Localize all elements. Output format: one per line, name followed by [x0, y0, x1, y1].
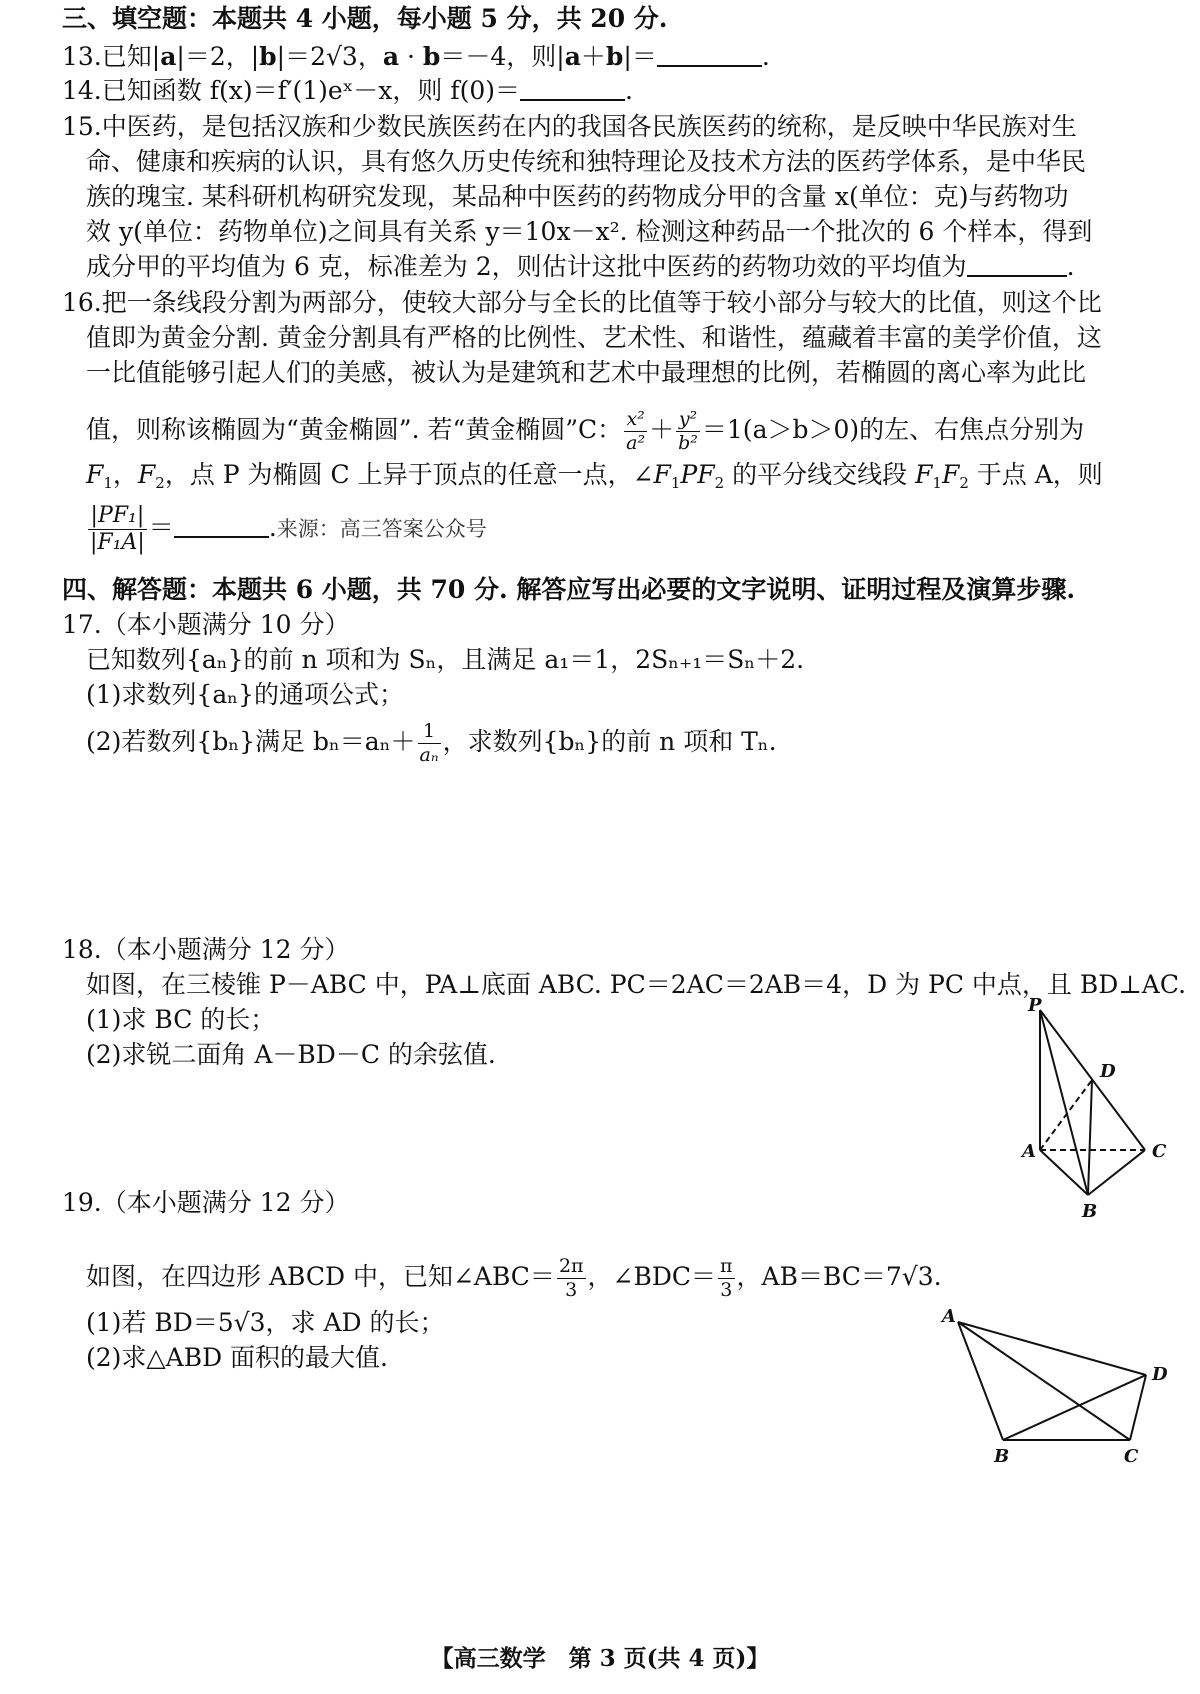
- q16-text-line-3: 一比值能够引起人们的美感，被认为是建筑和艺术中最理想的比例，若椭圆的离心率为此比: [86, 358, 1087, 387]
- q14-text: 已知函数 f(x)＝f′(1)eˣ－x，则 f(0)＝: [101, 76, 521, 105]
- q18-pyramid-figure: [1010, 995, 1180, 1225]
- q18-part-2: (2)求锐二面角 A－BD－C 的余弦值.: [86, 1040, 496, 1069]
- edge-ad-hidden: [1040, 1080, 1092, 1150]
- q17-part-2-a: (2)若数列{bₙ}满足 bₙ＝aₙ＋: [86, 727, 416, 756]
- edge-dc: [1130, 1375, 1146, 1440]
- q13-number: 13.: [62, 42, 102, 71]
- q16-line-5-c: 于点 A，则: [968, 460, 1103, 489]
- q15-text-line-5: [86, 252, 1075, 282]
- label-d: D: [1100, 1061, 1116, 1082]
- section-3-heading: 三、填空题：本题共 4 小题，每小题 5 分，共 20 分.: [62, 4, 668, 33]
- ellipse-y-fraction: $\frac{\text{y²}}{\text{b²}}$: [678, 408, 698, 454]
- q16-equals: ＝: [148, 513, 174, 542]
- q14-number: 14.: [62, 76, 102, 105]
- q13-vector-a2: a: [382, 42, 400, 71]
- q15-end: .: [1066, 252, 1075, 281]
- ellipse-x-fraction: $\frac{\text{x²}}{\text{a²}}$: [626, 408, 646, 454]
- q15-answer-blank: [967, 253, 1067, 277]
- q15-number: 15.: [62, 112, 102, 141]
- q13-text-d: ·: [399, 42, 423, 71]
- q13-vector-a3: a: [564, 42, 581, 71]
- q16-ratio-denominator: |F₁A|: [90, 530, 145, 555]
- edge-pc: [1040, 1010, 1145, 1150]
- label-p: P: [1028, 995, 1042, 1016]
- q19-stem-a: 如图，在四边形 ABCD 中，已知∠ABC＝: [86, 1262, 555, 1291]
- q13-text-c: |＝2√3，: [276, 42, 383, 71]
- q14-end: .: [625, 76, 633, 105]
- q16-line-5-a: ，点 P 为椭圆 C 上异于顶点的任意一点，∠: [164, 460, 654, 489]
- edge-bc: [1088, 1150, 1145, 1195]
- q13-text-f: ＋: [580, 42, 606, 71]
- q19-stem-b: ，∠BDC＝: [587, 1262, 717, 1291]
- source-watermark-text: 来源：高三答案公众号: [276, 517, 487, 541]
- q16-text-line-5: $F_1$，$F_2$，点 P 为椭圆 C 上异于顶点的任意一点，$\angle F_1PF_2$ 的平分线交线段 $F_1F_2$ 于点 A，则: [86, 460, 1103, 492]
- angle-abc-fraction: $\frac{2\pi}{3}$: [558, 1255, 584, 1301]
- q13-text-b: |＝2，|: [176, 42, 260, 71]
- q13-text-e: ＝－4，则|: [440, 42, 565, 71]
- q19-header: 19.（本小题满分 12 分）: [62, 1188, 350, 1217]
- q13-vector-b: b: [259, 42, 277, 71]
- q17-fraction: $\frac{1}{\text{aₙ}}$: [419, 720, 439, 766]
- q13-text-g: |＝: [623, 42, 657, 71]
- q13-vector-b3: b: [605, 42, 624, 71]
- q15-text-line-5-text: 成分甲的平均值为 6 克，标准差为 2，则估计这批中医药的药物功效的平均值为: [86, 252, 967, 281]
- label-d: D: [1152, 1364, 1168, 1385]
- q13-answer-blank: [657, 43, 762, 67]
- question-13: [62, 42, 770, 72]
- edge-ab: [958, 1322, 1003, 1440]
- label-c: C: [1124, 1446, 1139, 1467]
- edge-ad: [958, 1322, 1146, 1375]
- q19-stem: [86, 1255, 942, 1300]
- q19-part-2: (2)求△ABD 面积的最大值.: [86, 1343, 389, 1372]
- q15-text-line-4: 效 y(单位：药物单位)之间具有关系 y＝10x－x². 检测这种药品一个批次的 6 个样本，得到: [86, 217, 1093, 246]
- q15-text-line-2: 命、健康和疾病的认识，具有悠久历史传统和独特理论及技术方法的医药学体系，是中华民: [86, 147, 1087, 176]
- q18-header: 18.（本小题满分 12 分）: [62, 935, 350, 964]
- q16-line-4-b: ＝1(a＞b＞0)的左、右焦点分别为: [701, 415, 1085, 444]
- q19-part-1: (1)若 BD＝5√3，求 AD 的长；: [86, 1308, 445, 1337]
- q16-number: 16.: [62, 288, 102, 317]
- section-4-heading: 四、解答题：本题共 6 小题，共 70 分. 解答应写出必要的文字说明、证明过程及演算步骤.: [62, 575, 1076, 604]
- q16-answer-blank: [174, 514, 269, 538]
- label-a: A: [1022, 1141, 1036, 1162]
- question-14: [62, 76, 633, 106]
- q16-line-4-a: 值，则称该椭圆为“黄金椭圆”. 若“黄金椭圆”C：: [86, 415, 623, 444]
- label-a: A: [942, 1306, 956, 1327]
- q13-text-a: 已知|: [101, 42, 161, 71]
- q16-ratio-numerator: |PF₁|: [88, 505, 147, 530]
- q14-answer-blank: [520, 77, 625, 101]
- label-c: C: [1152, 1141, 1167, 1162]
- q16-line-5-b: 的平分线交线段: [724, 460, 916, 489]
- q18-stem: 如图，在三棱锥 P－ABC 中，PA⊥底面 ABC. PC＝2AC＝2AB＝4，D 为 PC 中点，且 BD⊥AC.: [86, 970, 1187, 999]
- q13-vector-a: a: [160, 42, 177, 71]
- angle-bdc-fraction: $\frac{\pi}{3}$: [720, 1255, 733, 1301]
- edge-bd: [1003, 1375, 1146, 1440]
- q19-quadrilateral-figure: [920, 1300, 1180, 1470]
- q16-text-line-2: 值即为黄金分割. 黄金分割具有严格的比例性、艺术性、和谐性，蕴藏着丰富的美学价值，这: [86, 323, 1102, 352]
- edge-pb: [1040, 1010, 1088, 1195]
- q17-part-1: (1)求数列{aₙ}的通项公式；: [86, 680, 404, 709]
- edge-bd: [1088, 1080, 1092, 1195]
- label-b: B: [994, 1446, 1010, 1467]
- page-footer: 【高三数学 第 3 页(共 4 页)】: [430, 1645, 770, 1672]
- q16-text-line-4: 值，则称该椭圆为“黄金椭圆”. 若“黄金椭圆”C： $\frac{\text{x²}}{\text{a²}}$ ＋ $\frac{\text{y²}}{\text{b²}}$ ＝1(a＞b＞0)的左、右焦点分别为: [86, 408, 1085, 454]
- edge-ab: [1040, 1150, 1088, 1195]
- question-15-line-1: [62, 112, 1077, 142]
- q17-stem: 已知数列{aₙ}的前 n 项和为 Sₙ，且满足 a₁＝1，2Sₙ₊₁＝Sₙ＋2.: [86, 645, 805, 674]
- q16-ratio-fraction: [88, 505, 147, 554]
- q13-vector-b2: b: [422, 42, 441, 71]
- q16-text-line-6: [86, 505, 487, 554]
- label-b: B: [1082, 1201, 1098, 1222]
- q17-part-2-b: ，求数列{bₙ}的前 n 项和 Tₙ.: [442, 727, 777, 756]
- question-16-line-1: [62, 288, 1102, 318]
- q19-stem-c: ，AB＝BC＝7√3.: [736, 1262, 942, 1291]
- q17-part-2: [86, 722, 777, 765]
- q16-end: .: [268, 513, 277, 542]
- q18-part-1: (1)求 BC 的长；: [86, 1005, 276, 1034]
- q13-end: .: [761, 42, 770, 71]
- q15-text-line-1: 中医药，是包括汉族和少数民族医药在内的我国各民族医药的统称，是反映中华民族对生: [101, 112, 1077, 141]
- q16-text-line-1: 把一条线段分割为两部分，使较大部分与全长的比值等于较小部分与较大的比值，则这个比: [101, 288, 1102, 317]
- q17-header: 17.（本小题满分 10 分）: [62, 610, 350, 639]
- q15-text-line-3: 族的瑰宝. 某科研机构研究发现，某品种中医药的药物成分甲的含量 x(单位：克)与药物功: [86, 182, 1069, 211]
